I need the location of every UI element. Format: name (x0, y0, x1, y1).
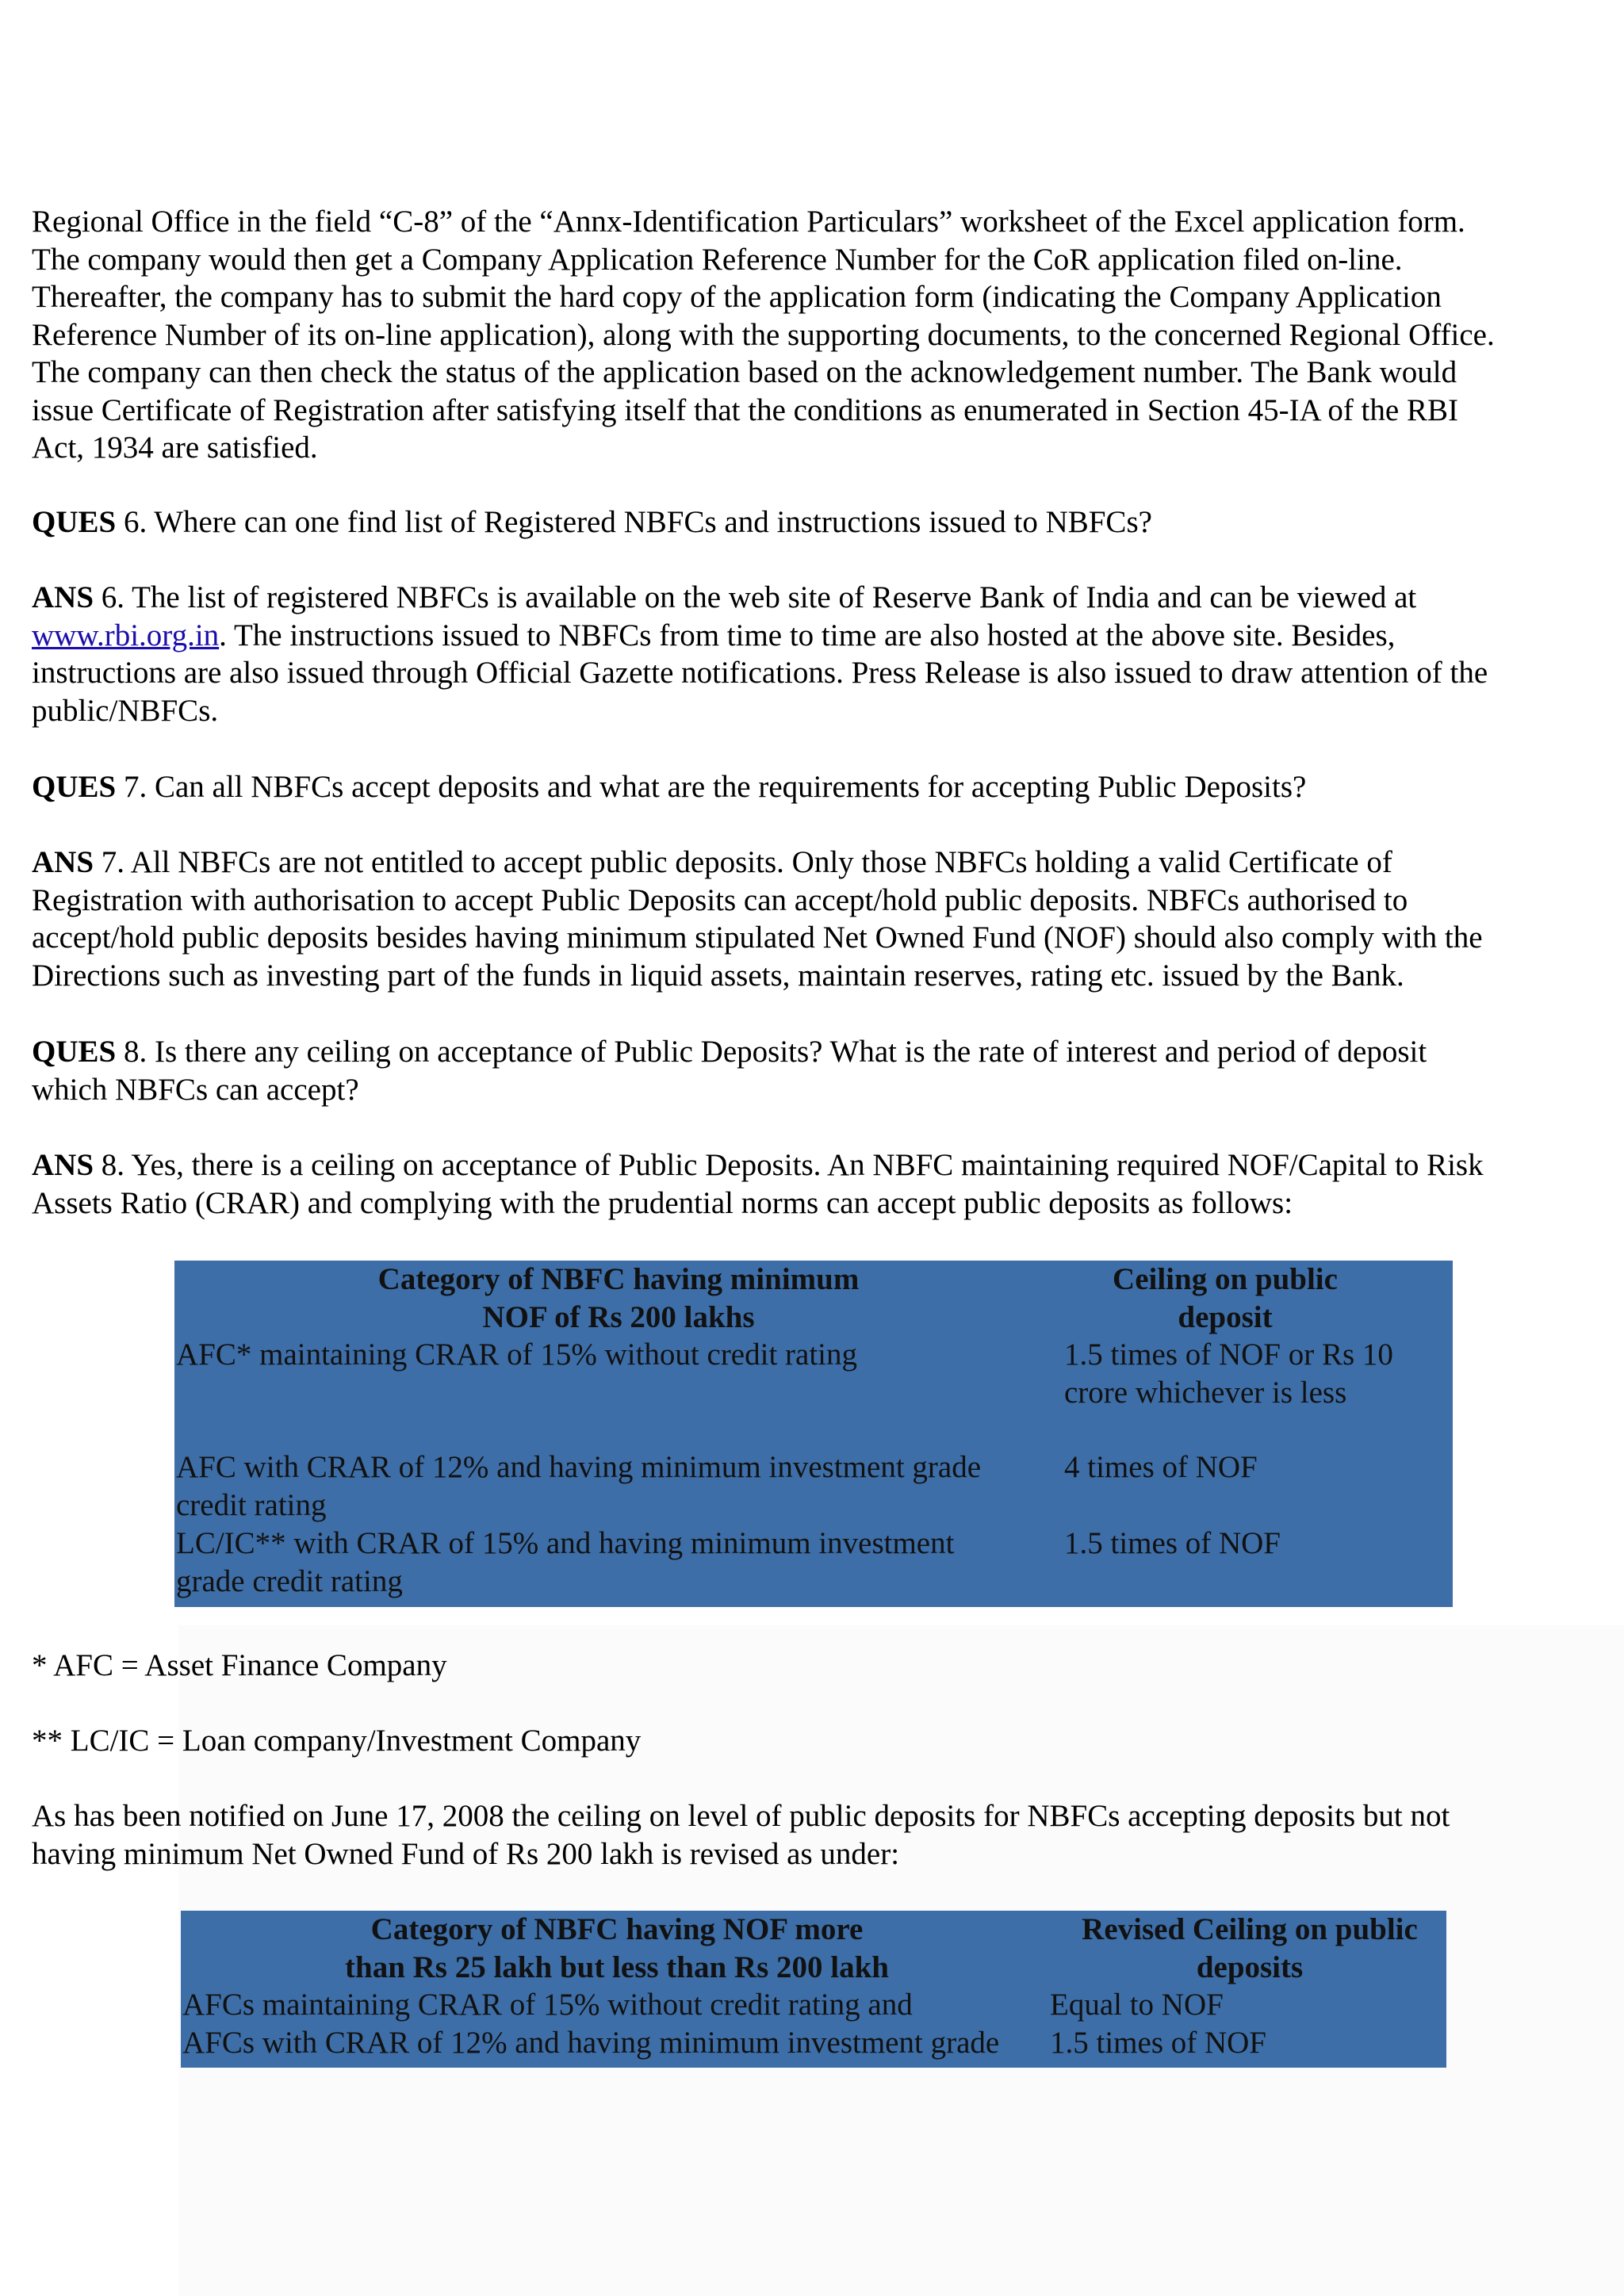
intro-line: The company would then get a Company Application Reference Number for the CoR application filed on-line. (32, 242, 1403, 277)
intro-line: The company can then check the status of the application based on the acknowledgement number. The Bank would (32, 355, 1457, 389)
answer-text: Directions such as investing part of the funds in liquid assets, maintain reserves, rating etc. issued by the Bank. (32, 958, 1404, 993)
table-row-2-category: AFCs with CRAR of 12% and having minimum investment grade (182, 2026, 1000, 2060)
table-row-1-category: AFCs maintaining CRAR of 15% without credit rating and (182, 1988, 913, 2022)
answer-text: Assets Ratio (CRAR) and complying with the prudential norms can accept public deposits as follows: (32, 1185, 1293, 1220)
notice-paragraph: As has been notified on June 17, 2008 the ceiling on level of public deposits for NBFCs accepting deposits but not having minimum Net Owned Fund of Rs 200 lakh is revised as under: (32, 1799, 1450, 1871)
intro-line: Regional Office in the field “C-8” of the “Annx-Identification Particulars” worksheet of the Excel application form. (32, 205, 1465, 239)
question-label: QUES (32, 505, 117, 539)
question-6 (32, 503, 1594, 541)
answer-text: accept/hold public deposits besides having minimum stipulated Net Owned Fund (NOF) should also comply with the (32, 920, 1483, 955)
table-header-ceiling: Ceiling on public deposit (1113, 1262, 1338, 1334)
answer-6 (32, 579, 1594, 729)
table-row-1-category: AFC* maintaining CRAR of 15% without credit rating (176, 1337, 858, 1372)
table-row-3-ceiling: 1.5 times of NOF (1064, 1526, 1281, 1560)
table-header-category: Category of NBFC having minimum NOF of Rs 200 lakhs (377, 1262, 860, 1334)
answer-text: . The instructions issued to NBFCs from time to time are also hosted at the above site. Besides, (219, 618, 1396, 652)
question-label: QUES (32, 770, 117, 804)
question-7 (32, 768, 1594, 806)
deposit-ceiling-table (174, 1261, 1453, 1607)
table-row-3-category: LC/IC** with CRAR of 15% and having minimum investment grade credit rating (176, 1526, 955, 1598)
footnote-lcic: ** LC/IC = Loan company/Investment Company (32, 1724, 642, 1758)
question-text: which NBFCs can accept? (32, 1072, 359, 1107)
answer-label: ANS (32, 580, 94, 614)
answer-text: 7. All NBFCs are not entitled to accept public deposits. Only those NBFCs holding a valid Certificate of (94, 845, 1392, 879)
table-row-1-ceiling: Equal to NOF (1050, 1988, 1224, 2022)
intro-line: issue Certificate of Registration after satisfying itself that the conditions as enumerated in Section 45-IA of the RBI (32, 392, 1458, 427)
question-text: 8. Is there any ceiling on acceptance of Public Deposits? What is the rate of interest and period of deposit (116, 1035, 1427, 1069)
intro-line: Act, 1934 are satisfied. (32, 430, 318, 465)
answer-text: public/NBFCs. (32, 693, 219, 728)
answer-text: 8. Yes, there is a ceiling on acceptance of Public Deposits. An NBFC maintaining required NOF/Capital to Risk (94, 1148, 1484, 1182)
revised-ceiling-table (181, 1911, 1446, 2068)
table-row-2-ceiling: 4 times of NOF (1064, 1450, 1258, 1484)
table-header-category: Category of NBFC having NOF more than Rs 25 lakh but less than Rs 200 lakh (345, 1912, 889, 1984)
table-row-2-category: AFC with CRAR of 12% and having minimum investment grade credit rating (176, 1450, 982, 1522)
answer-text: instructions are also issued through Official Gazette notifications. Press Release is also issued to draw attention of the (32, 656, 1488, 690)
rbi-website-link[interactable]: www.rbi.org.in (32, 618, 220, 652)
table-row-1-ceiling: 1.5 times of NOF or Rs 10 crore whichever is less (1064, 1337, 1393, 1410)
answer-label: ANS (32, 1148, 94, 1182)
question-8 (32, 1033, 1594, 1108)
question-text: 6. Where can one find list of Registered NBFCs and instructions issued to NBFCs? (116, 505, 1152, 539)
intro-paragraph (32, 203, 1594, 467)
table-row-2-ceiling: 1.5 times of NOF (1050, 2026, 1266, 2060)
intro-line: Thereafter, the company has to submit the hard copy of the application form (indicating the Company Application (32, 280, 1442, 314)
answer-text: 6. The list of registered NBFCs is available on the web site of Reserve Bank of India and can be viewed at (94, 580, 1417, 614)
answer-label: ANS (32, 845, 94, 879)
question-text: 7. Can all NBFCs accept deposits and what are the requirements for accepting Public Deposits? (116, 770, 1307, 804)
question-label: QUES (32, 1035, 117, 1069)
answer-text: Registration with authorisation to accept Public Deposits can accept/hold public deposits. NBFCs authorised to (32, 882, 1408, 917)
answer-8 (32, 1146, 1594, 1222)
footnote-afc: * AFC = Asset Finance Company (32, 1648, 447, 1682)
intro-line: Reference Number of its on-line application), along with the supporting documents, to the concerned Regional Office. (32, 317, 1495, 352)
answer-7 (32, 844, 1594, 994)
table-header-ceiling: Revised Ceiling on public deposits (1082, 1912, 1418, 1984)
